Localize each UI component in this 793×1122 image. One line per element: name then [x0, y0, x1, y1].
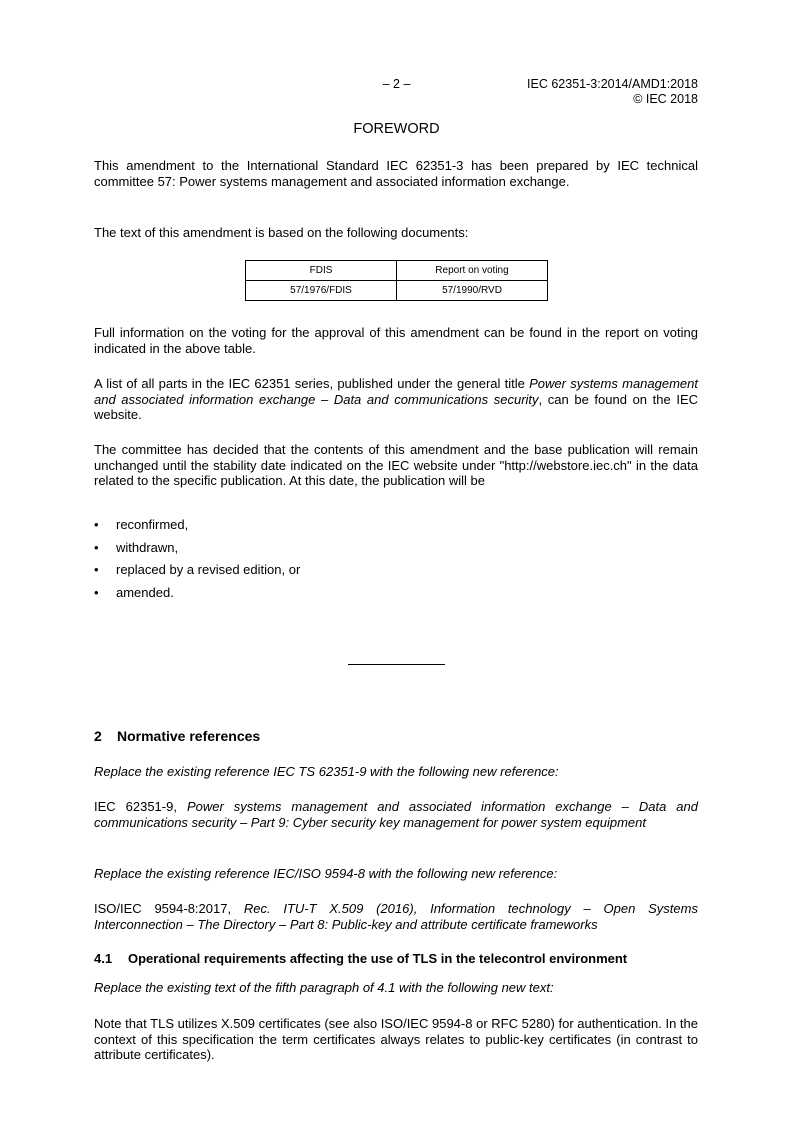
section-title: Normative references	[117, 728, 261, 744]
list-item-text: reconfirmed,	[116, 517, 189, 532]
bullet-icon: •	[94, 517, 99, 532]
foreword-title: FOREWORD	[353, 121, 440, 137]
section-number: 2	[94, 728, 102, 744]
list-item	[94, 562, 300, 585]
series-title: Power systems management and associated information exchange – Data and communications security	[94, 376, 698, 407]
p4-text-start: A list of all parts in the IEC 62351 series, published under the general title	[94, 376, 530, 391]
table-cell: 57/1990/RVD	[397, 281, 548, 301]
copyright-notice: © IEC 2018	[633, 91, 698, 106]
instruction-2: Replace the existing reference IEC/ISO 9594-8 with the following new reference:	[94, 866, 558, 881]
foreword-paragraph-4	[94, 376, 698, 423]
reference-title: Rec. ITU-T X.509 (2016), Information technology – Open Systems Interconnection – The Directory – Part 8: Public-key and attribute certificate frameworks	[94, 901, 698, 932]
publication-status-list	[94, 517, 300, 607]
page-number: – 2 –	[382, 77, 411, 91]
section-4-1-heading	[94, 951, 627, 966]
doc-ref-code: IEC 62351-3:2014/AMD1:2018	[527, 77, 698, 91]
p4-text-end: , can be found on the IEC website.	[94, 391, 698, 422]
foreword-paragraph-3: Full information on the voting for the approval of this amendment can be found in the report on voting indicated in the above table.	[94, 325, 698, 356]
foreword-paragraph-1: This amendment to the International Standard IEC 62351-3 has been prepared by IEC technical committee 57: Power systems management and associated information exchange.	[94, 158, 698, 189]
section-4-1-body: Note that TLS utilizes X.509 certificates (see also ISO/IEC 9594-8 or RFC 5280) for authentication. In the context of this specification the term certificates always relates to public-key certificates (in contrast to attribute certificates).	[94, 1016, 698, 1062]
reference-id: ISO/IEC 9594-8:2017,	[94, 901, 244, 916]
section-divider	[348, 664, 445, 665]
bullet-icon: •	[94, 584, 99, 600]
table-header-cell: Report on voting	[397, 261, 548, 281]
bullet-icon: •	[94, 539, 99, 555]
table-row	[246, 281, 548, 301]
section-2-heading	[94, 728, 260, 744]
reference-title: Power systems management and associated information exchange – Data and communications security – Part 9: Cyber security key management for power system equipment	[94, 799, 698, 830]
foreword-paragraph-5: The committee has decided that the contents of this amendment and the base publication will remain unchanged until the stability date indicated on the IEC website under "http://webstore.iec.ch" in the data related to the specific publication. At this date, the publication will be	[94, 442, 698, 488]
list-item-text: amended.	[116, 584, 174, 600]
list-item	[94, 585, 300, 608]
list-item	[94, 540, 300, 563]
list-item-text: replaced by a revised edition, or	[116, 562, 301, 577]
reference-iso-iec-9594-8	[94, 901, 698, 932]
section-title: Operational requirements affecting the use of TLS in the telecontrol environment	[128, 951, 628, 966]
instruction-3: Replace the existing text of the fifth paragraph of 4.1 with the following new text:	[94, 980, 554, 995]
table-cell: 57/1976/FDIS	[246, 281, 397, 301]
documents-table	[245, 260, 548, 301]
section-number: 4.1	[94, 951, 113, 966]
table-header-row	[246, 261, 548, 281]
table-header-cell: FDIS	[246, 261, 397, 281]
reference-iec-62351-9	[94, 799, 698, 830]
list-item-text: withdrawn,	[116, 539, 179, 555]
instruction-1: Replace the existing reference IEC TS 62351-9 with the following new reference:	[94, 764, 559, 779]
bullet-icon: •	[94, 562, 99, 577]
document-reference	[527, 77, 698, 106]
foreword-paragraph-2: The text of this amendment is based on the following documents:	[94, 225, 469, 240]
list-item	[94, 517, 300, 540]
reference-id: IEC 62351-9,	[94, 799, 187, 814]
